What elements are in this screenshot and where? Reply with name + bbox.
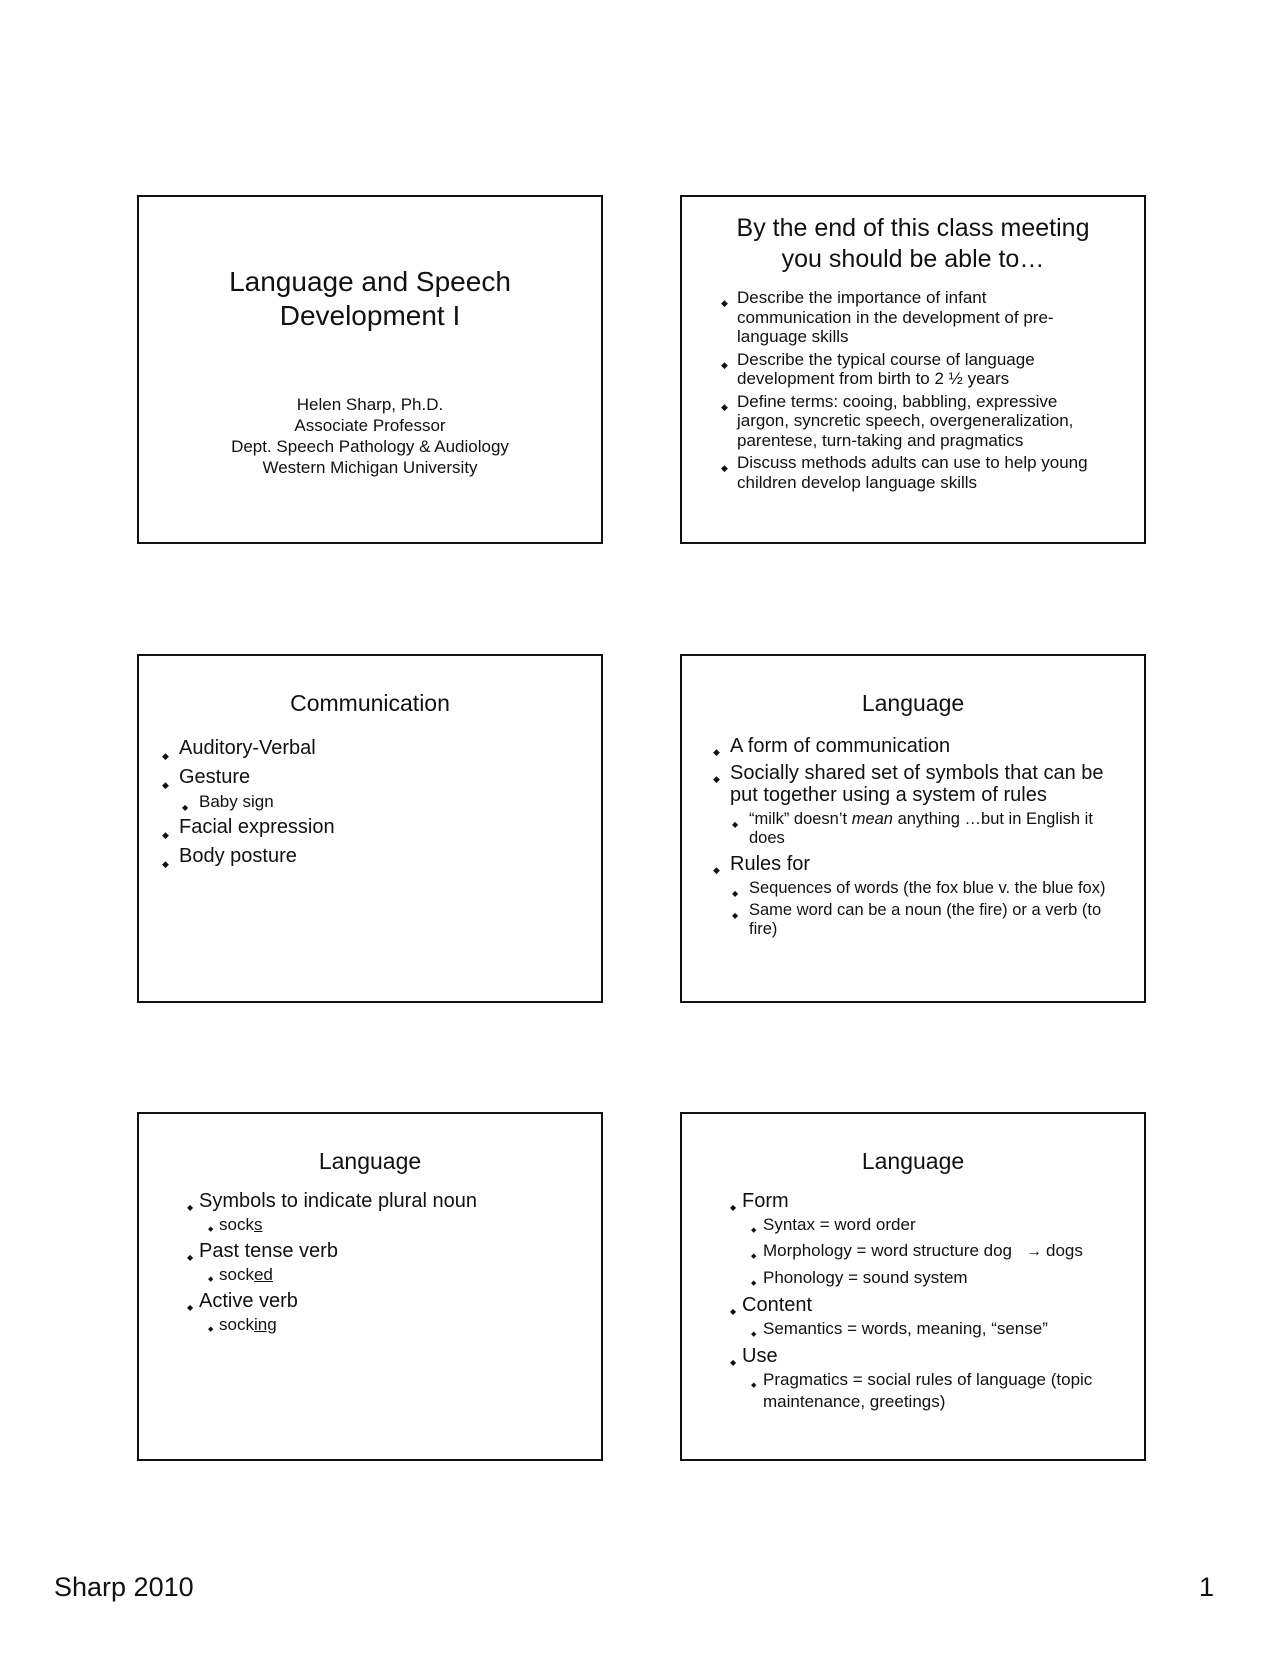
author-dept: Dept. Speech Pathology & Audiology [231, 437, 509, 456]
sub-text: anything …but in English it does [749, 810, 1093, 847]
list-item [162, 736, 581, 760]
title-line-1: Language and Speech [229, 266, 511, 297]
slide-language-components [680, 1112, 1146, 1461]
author-university: Western Michigan University [262, 458, 478, 477]
sub-list [751, 1318, 1124, 1340]
item-text: Past tense verb [199, 1240, 338, 1262]
item-text: Active verb [199, 1290, 298, 1312]
list-item [162, 765, 581, 812]
sub-item [730, 810, 1124, 848]
author-name: Helen Sharp, Ph.D. [296, 395, 444, 414]
word-base: sock [219, 1315, 254, 1334]
list-item: ◆ Describe the typical course of language development from birth to 2 ½ years [721, 350, 1104, 389]
sub-item [208, 1214, 581, 1235]
item-text: Socially shared set of symbols that can be put together using a system of rules [730, 762, 1104, 806]
list-item [713, 735, 1124, 757]
slide-heading: Language [861, 1148, 965, 1174]
item-text: Gesture [179, 766, 251, 788]
sub-item: ◆ Sequences of words (the fox blue v. the blue fox) [730, 879, 1124, 898]
objectives-list [721, 288, 1104, 492]
sub-list [730, 879, 1124, 939]
communication-list [162, 736, 581, 868]
item-text: Auditory-Verbal [179, 737, 316, 759]
slide-language-definition [680, 654, 1146, 1003]
sub-item: ◆ Pragmatics = social rules of language (topic maintenance, greetings) [751, 1369, 1124, 1413]
list-item [162, 815, 581, 839]
sub-list [751, 1214, 1124, 1289]
sub-item: ◆ Same word can be a noun (the fire) or a verb (to fire) [730, 901, 1124, 939]
slide-heading: Communication [290, 690, 450, 716]
author-title: Associate Professor [294, 416, 446, 435]
word-suffix: s [253, 1215, 263, 1234]
sub-item: ◆ Semantics = words, meaning, “sense” [751, 1318, 1124, 1340]
item-text: Facial expression [179, 816, 335, 838]
slide-title [137, 195, 603, 544]
sub-item [208, 1264, 581, 1285]
slide-title-heading [139, 265, 601, 333]
page-number: 1 [1198, 1572, 1214, 1602]
sub-list [208, 1314, 581, 1335]
sub-list [730, 810, 1124, 848]
sub-item [751, 1240, 1124, 1263]
item-text: Body posture [179, 845, 297, 867]
word-suffix: ing [253, 1315, 277, 1334]
sub-text: dogs [1046, 1241, 1083, 1260]
components-list [730, 1189, 1124, 1413]
sub-item: ◆ Syntax = word order [751, 1214, 1124, 1236]
word-base: sock [219, 1215, 254, 1234]
slide-heading [682, 213, 1144, 275]
list-item [187, 1239, 581, 1285]
list-item [730, 1189, 1124, 1289]
sub-list [751, 1369, 1124, 1413]
list-item: ◆ Describe the importance of infant communication in the development of pre-language skills [721, 288, 1104, 347]
sub-item: ◆ Baby sign [179, 791, 581, 812]
language-list [713, 735, 1124, 939]
slide-heading: Language [861, 690, 965, 716]
word-base: sock [219, 1265, 254, 1284]
slide-objectives [680, 195, 1146, 544]
sub-list [208, 1264, 581, 1285]
morpheme-list [187, 1189, 581, 1335]
item-text: Form [742, 1190, 789, 1212]
footer-author-year: Sharp 2010 [54, 1572, 194, 1602]
list-item: ◆ Define terms: cooing, babbling, expressive jargon, syncretic speech, overgeneralization, parentese, turn-taking and pragmatics [721, 392, 1104, 451]
list-item: ◆ Discuss methods adults can use to help young children develop language skills [721, 453, 1104, 492]
list-item [730, 1293, 1124, 1340]
title-line-2: Development I [279, 300, 461, 331]
heading-line-1: By the end of this class meeting [736, 214, 1090, 242]
item-text: Rules for [730, 853, 811, 875]
slide-communication [137, 654, 603, 1003]
slide-heading: Language [318, 1148, 422, 1174]
list-item [162, 844, 581, 868]
list-item [730, 1344, 1124, 1413]
sub-text: Morphology = word structure dog [763, 1241, 1012, 1260]
sub-list [179, 791, 581, 812]
item-text: A form of communication [730, 735, 951, 757]
list-item [713, 853, 1124, 939]
sub-text: “milk” doesn’t [749, 810, 852, 828]
author-block [139, 394, 601, 478]
list-item [187, 1189, 581, 1235]
item-text: Symbols to indicate plural noun [199, 1190, 477, 1212]
sub-item: ◆ Phonology = sound system [751, 1267, 1124, 1289]
slide-language-morphemes [137, 1112, 603, 1461]
item-text: Use [742, 1345, 778, 1367]
arrow-right-icon: → [1026, 1243, 1042, 1260]
heading-line-2: you should be able to… [781, 245, 1045, 273]
emphasis-text: mean [851, 810, 893, 828]
word-suffix: ed [253, 1265, 273, 1284]
list-item [187, 1289, 581, 1335]
sub-list [208, 1214, 581, 1235]
item-text: Content [742, 1294, 813, 1316]
list-item [713, 762, 1124, 848]
sub-item [208, 1314, 581, 1335]
